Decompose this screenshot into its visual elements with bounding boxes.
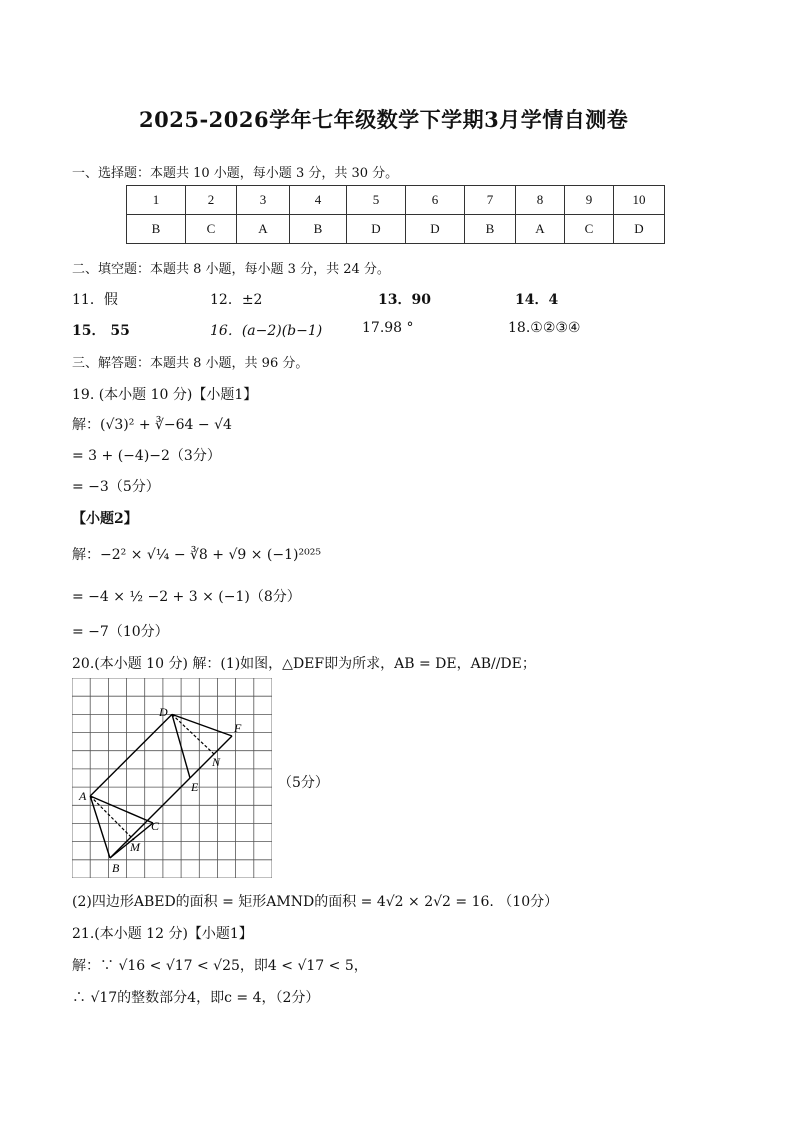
- q21-line-2: ∴ √17的整数部分4，即c = 4，（2分）: [72, 990, 320, 1006]
- table-cell: B: [127, 215, 186, 244]
- fill-answer-16: 16．(a−2)(b−1): [210, 323, 323, 339]
- table-cell: 2: [186, 186, 237, 215]
- section-fill-heading: 二、填空题：本题共 8 小题，每小题 3 分，共 24 分。: [72, 262, 390, 277]
- point-label-B: B: [112, 861, 120, 875]
- fill-answer-13: 13．90: [378, 292, 431, 308]
- table-cell: 8: [516, 186, 565, 215]
- segment-AC: [90, 796, 153, 823]
- point-label-C: C: [151, 819, 160, 833]
- point-label-A: A: [79, 789, 87, 803]
- q19-line-3: = −3（5分）: [72, 479, 160, 495]
- grid-diagram: [72, 678, 272, 878]
- table-cell: C: [186, 215, 237, 244]
- table-cell: B: [290, 215, 347, 244]
- point-label-E: E: [191, 780, 199, 794]
- table-cell: 4: [290, 186, 347, 215]
- answer-table-number-row: [127, 186, 665, 215]
- segment-EF: [190, 736, 232, 778]
- segment-AD: [90, 714, 172, 796]
- point-label-D: D: [159, 705, 168, 719]
- table-cell: 3: [237, 186, 290, 215]
- q21-line-1: 解：∵ √16 < √17 < √25，即4 < √17 < 5，: [72, 958, 368, 974]
- table-cell: 1: [127, 186, 186, 215]
- table-cell: B: [465, 215, 516, 244]
- table-cell: A: [237, 215, 290, 244]
- point-label-M: M: [130, 840, 140, 854]
- point-label-F: F: [234, 721, 242, 735]
- fill-answer-11: 11．假: [72, 292, 118, 308]
- q21-heading: 21.(本小题 12 分)【小题1】: [72, 926, 253, 942]
- fill-answer-14: 14．4: [515, 292, 559, 308]
- q19-line-6: = −7（10分）: [72, 624, 169, 640]
- q19-line-2: = 3 + (−4)−2（3分）: [72, 448, 221, 464]
- page-title: 2025-2026学年七年级数学下学期3月学情自测卷: [139, 107, 629, 132]
- table-cell: 9: [565, 186, 614, 215]
- q19-line-1: 解：(√3)² + ∛−64 − √4: [72, 417, 232, 433]
- q20-score: （5分）: [278, 775, 329, 791]
- q19-line-5: = −4 × ½ −2 + 3 × (−1)（8分）: [72, 589, 301, 605]
- table-cell: A: [516, 215, 565, 244]
- q19-line-4: 解：−2² × √¼ − ∛8 + √9 × (−1)²⁰²⁵: [72, 547, 321, 563]
- fill-answer-12: 12．±2: [210, 292, 263, 308]
- table-cell: 6: [406, 186, 465, 215]
- table-cell: C: [565, 215, 614, 244]
- table-cell: 10: [614, 186, 665, 215]
- section-solve-heading: 三、解答题：本题共 8 小题，共 96 分。: [72, 356, 309, 371]
- section-choice-heading: 一、选择题：本题共 10 小题，每小题 3 分，共 30 分。: [72, 166, 399, 181]
- answer-table-answer-row: [127, 215, 665, 244]
- table-cell: 7: [465, 186, 516, 215]
- point-label-N: N: [212, 755, 221, 769]
- q19-subheading-2: 【小题2】: [72, 511, 138, 527]
- q20-line-2: (2)四边形ABED的面积 = 矩形AMND的面积 = 4√2 × 2√2 = 16. （10分）: [72, 894, 559, 910]
- answer-table: [126, 185, 665, 244]
- q20-heading: 20.(本小题 10 分) 解：(1)如图，△DEF即为所求，AB = DE，AB//DE；: [72, 656, 536, 672]
- table-cell: D: [406, 215, 465, 244]
- fill-answer-15: 15． 55: [72, 323, 130, 339]
- q19-heading: 19. (本小题 10 分)【小题1】: [72, 387, 258, 403]
- q20-grid-figure: [72, 678, 272, 882]
- table-cell: D: [614, 215, 665, 244]
- segment-BE: [110, 778, 190, 858]
- table-cell: 5: [347, 186, 406, 215]
- table-cell: D: [347, 215, 406, 244]
- fill-answer-17: 17.98 °: [362, 320, 414, 336]
- fill-answer-18: 18.①②③④: [508, 320, 581, 336]
